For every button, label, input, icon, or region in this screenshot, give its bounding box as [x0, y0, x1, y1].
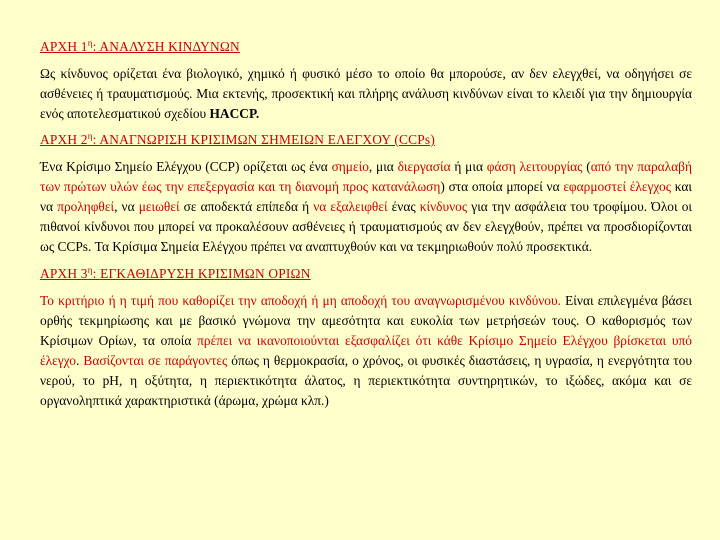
s3-red-1: Το κριτήριο ή η τιμή που καθορίζει την αποδοχή ή μη αποδοχή του αναγνωρισμένου κινδύνου. — [40, 293, 561, 308]
document-page — [40, 33, 692, 414]
section-2-heading-pre: ΑΡΧΗ 2 — [40, 132, 88, 147]
s2-red-5: εφαρμοστεί έλεγχος — [563, 179, 672, 194]
section-1-heading-sup: η — [87, 38, 93, 48]
section-3-heading-pre: ΑΡΧΗ 3 — [40, 266, 88, 281]
s2-text-1: Ένα Κρίσιμο Σημείο Ελέγχου (CCP) ορίζεται ως ένα — [40, 159, 332, 174]
section-2-heading-sup: η — [87, 131, 93, 141]
s2-red-1: σημείο — [331, 159, 369, 174]
section-1-heading-post: : ΑΝΑΛΥΣΗ ΚΙΝΔΥΝΩΝ — [92, 39, 240, 54]
s2-red-7: μειωθεί — [138, 199, 180, 214]
section-3-heading-sup: η — [87, 265, 93, 275]
section-2-heading — [40, 126, 692, 150]
s2-text-5: ) στα οποία μπορεί να — [440, 179, 564, 194]
s2-text-8: σε αποδεκτά επίπεδα ή — [179, 199, 314, 214]
s2-text-9: ένας — [387, 199, 420, 214]
s3-text-2: . — [76, 353, 84, 368]
section-1-haccp: HACCP. — [209, 106, 260, 121]
s2-text-10: για την ασφάλεια του τροφίμου. Όλοι οι πιθανοί κίνδυνοι που μπορεί να προκαλέσουν ασθένειες ή τραυματισμούς αν δεν ελεγχθούν, πρέπει να προσδιορίζονται ως CCPs. Τα Κρίσιμα Σημεία Ελέγχου πρέπει να αναπτυχθούν και να τεκμηριωθούν πολύ προσεκτικά. — [40, 199, 693, 254]
s2-text-7: , να — [114, 199, 139, 214]
s2-red-4: από την παραλαβή των πρώτων υλών έως την επεξεργασία και τη διανομή προς κατανάλωση — [40, 159, 692, 194]
section-3-heading-post: : ΕΓΚΑΘΙΔΡΥΣΗ ΚΡΙΣΙΜΩΝ ΟΡΙΩΝ — [92, 266, 311, 281]
s3-red-3: Βασίζονται σε παράγοντες — [83, 353, 228, 368]
section-2-heading-post: : ΑΝΑΓΝΩΡΙΣΗ ΚΡΙΣΙΜΩΝ ΣΗΜΕΙΩΝ ΕΛΕΓΧΟΥ (CCPs) — [92, 132, 435, 147]
s2-text-2: , μια — [368, 159, 398, 174]
section-3-paragraph — [40, 291, 692, 411]
section-2-paragraph — [40, 157, 692, 257]
section-1-paragraph — [40, 64, 692, 124]
s3-text-1: Είναι επιλεγμένα βάσει ορθής τεκμηρίωσης και με βασικό γνώμονα την αμεσότητα και ευκολία των μετρήσεών τους. Ο καθορισμός των Κρίσιμων Ορίων, τα οποία — [40, 293, 692, 348]
s3-text-3: όπως η θερμοκρασία, ο χρόνος, οι φυσικές διαστάσεις, η υγρασία, η ενεργότητα του νερού, το pH, η οξύτητα, η περιεκτικότητα άλατος, η περιεκτικότητα συντηρητικών, το ιξώδες, ακόμα και σε οργανοληπτικά χαρακτηριστικά (άρωμα, χρώμα κλπ.) — [40, 353, 692, 408]
s2-red-6: προληφθεί — [57, 199, 115, 214]
section-1-text: Ως κίνδυνος ορίζεται ένα βιολογικό, χημικό ή φυσικό μέσο το οποίο θα μπορούσε, αν δεν ελεγχθεί, να οδηγήσει σε ασθένειες ή τραυματισμούς. Μια εκτενής, προσεκτική και πλήρης ανάλυση κινδύνων είναι το κλειδί για την δημιουργία ενός αποτελεσματικού σχεδίου — [40, 66, 692, 121]
section-1-heading — [40, 33, 692, 57]
s2-red-3: φάση λειτουργίας — [486, 159, 583, 174]
s2-text-3: ή μια — [450, 159, 487, 174]
section-1-heading-pre: ΑΡΧΗ 1 — [40, 39, 88, 54]
s2-text-6: και να — [40, 179, 692, 214]
s2-red-8: να εξαλειφθεί — [313, 199, 388, 214]
s2-red-2: διεργασία — [397, 159, 451, 174]
s2-red-9: κίνδυνος — [419, 199, 468, 214]
s2-text-4: ( — [582, 159, 591, 174]
section-3-heading — [40, 260, 692, 284]
s3-red-2: πρέπει να ικανοποιούνται εξασφαλίζει ότι κάθε Κρίσιμο Σημείο Ελέγχου βρίσκεται υπό έλεγχο — [40, 333, 692, 368]
